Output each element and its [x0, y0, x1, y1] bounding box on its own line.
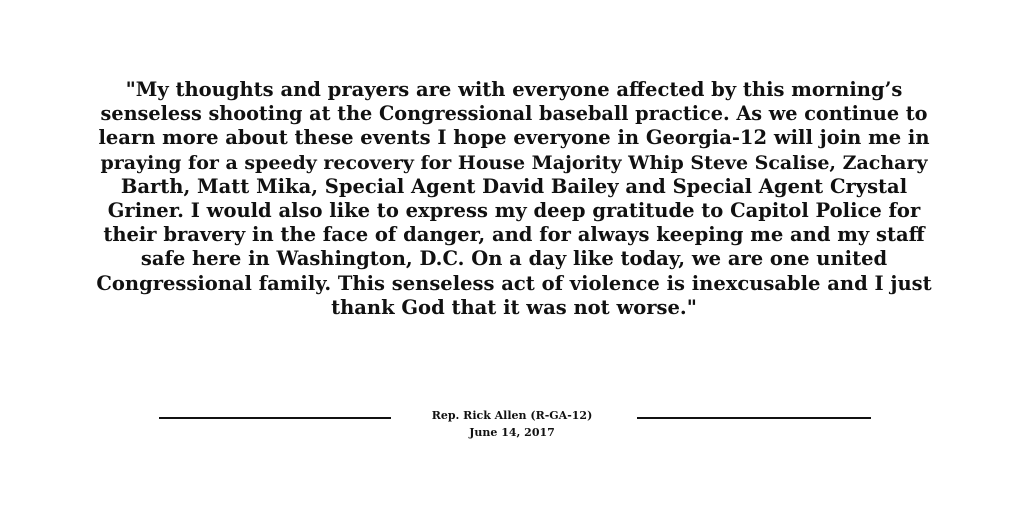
right-divider-line [637, 417, 871, 419]
quote-line: senseless shooting at the Congressional baseball practice. As we continue to [100, 102, 928, 126]
attribution [362, 407, 662, 441]
quote-line: Griner. I would also like to express my deep gratitude to Capitol Police for [107, 199, 921, 223]
statement-quote [96, 78, 932, 320]
left-divider-line [159, 417, 391, 419]
quote-line: their bravery in the face of danger, and for always keeping me and my staff [103, 223, 925, 247]
attribution-date: June 14, 2017 [469, 426, 555, 439]
quote-line: Congressional family. This senseless act of violence is inexcusable and I just [96, 271, 932, 295]
attribution-name: Rep. Rick Allen (R-GA-12) [431, 409, 593, 422]
quote-line: praying for a speedy recovery for House Majority Whip Steve Scalise, Zachary [100, 151, 928, 174]
quote-line: "My thoughts and prayers are with everyone affected by this morning’s [125, 78, 903, 101]
quote-line: learn more about these events I hope everyone in Georgia-12 will join me in [98, 126, 930, 150]
quote-line: safe here in Washington, D.C. On a day like today, we are one united [140, 247, 888, 271]
quote-line: Barth, Matt Mika, Special Agent David Bailey and Special Agent Crystal [120, 174, 908, 198]
quote-line: thank God that it was not worse." [331, 295, 697, 319]
